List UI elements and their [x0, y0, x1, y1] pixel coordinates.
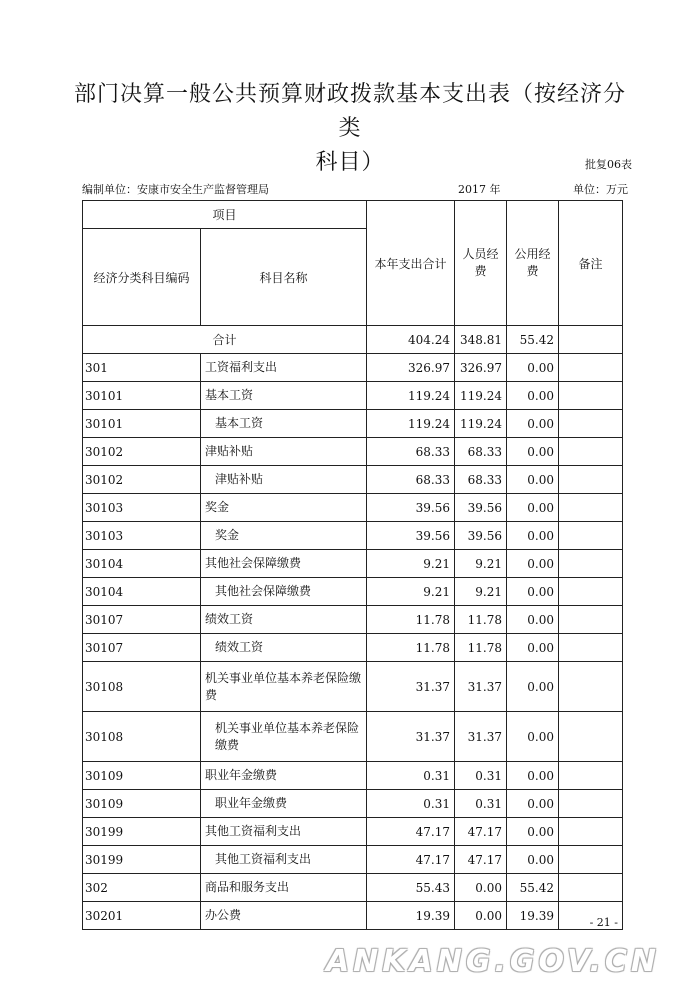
row-note: [559, 874, 623, 902]
row-personnel: 31.37: [455, 662, 507, 712]
row-code: 30103: [83, 522, 201, 550]
row-note: [559, 466, 623, 494]
row-code: 30101: [83, 410, 201, 438]
summary-row: [83, 326, 623, 354]
row-personnel: 39.56: [455, 494, 507, 522]
row-public: 19.39: [507, 902, 559, 930]
summary-note: [559, 326, 623, 354]
table-row: [83, 410, 623, 438]
row-note: [559, 762, 623, 790]
header-item: 项目: [83, 201, 367, 229]
row-total: 39.56: [367, 494, 455, 522]
row-total: 0.31: [367, 790, 455, 818]
table-row: [83, 790, 623, 818]
row-code: 30108: [83, 712, 201, 762]
row-name: 津贴补贴: [201, 438, 367, 466]
organization-label: 编制单位：安康市安全生产监督管理局: [82, 183, 269, 196]
table-row: [83, 606, 623, 634]
row-note: [559, 382, 623, 410]
row-code: 30109: [83, 790, 201, 818]
header-code: 经济分类科目编码: [83, 229, 201, 326]
row-name: 商品和服务支出: [201, 874, 367, 902]
row-name: 绩效工资: [201, 634, 367, 662]
summary-public: 55.42: [507, 326, 559, 354]
row-personnel: 11.78: [455, 634, 507, 662]
row-name: 职业年金缴费: [201, 790, 367, 818]
row-note: [559, 662, 623, 712]
page-title: [70, 78, 630, 180]
row-total: 68.33: [367, 466, 455, 494]
header-personnel: 人员经费: [455, 201, 507, 326]
table-body: [83, 201, 623, 930]
row-note: [559, 550, 623, 578]
row-note: [559, 790, 623, 818]
title-line-2: 科目）: [315, 150, 385, 175]
row-public: 0.00: [507, 410, 559, 438]
row-code: 30104: [83, 550, 201, 578]
table-row: [83, 494, 623, 522]
page-number: - 21 -: [589, 916, 618, 929]
row-personnel: 119.24: [455, 410, 507, 438]
row-name: 奖金: [201, 522, 367, 550]
row-code: 30201: [83, 902, 201, 930]
summary-personnel: 348.81: [455, 326, 507, 354]
row-code: 30109: [83, 762, 201, 790]
row-public: 0.00: [507, 522, 559, 550]
row-public: 0.00: [507, 662, 559, 712]
row-name: 基本工资: [201, 382, 367, 410]
row-total: 11.78: [367, 606, 455, 634]
table-row: [83, 634, 623, 662]
table-row: [83, 522, 623, 550]
row-public: 0.00: [507, 354, 559, 382]
row-code: 302: [83, 874, 201, 902]
row-name: 其他工资福利支出: [201, 846, 367, 874]
row-name: 津贴补贴: [201, 466, 367, 494]
table-row: [83, 846, 623, 874]
header-row-1: [83, 201, 623, 229]
row-total: 326.97: [367, 354, 455, 382]
table-row: [83, 550, 623, 578]
row-total: 119.24: [367, 382, 455, 410]
summary-label: 合计: [83, 326, 367, 354]
row-total: 68.33: [367, 438, 455, 466]
header-name: 科目名称: [201, 229, 367, 326]
table-row: [83, 354, 623, 382]
row-public: 0.00: [507, 712, 559, 762]
row-total: 55.43: [367, 874, 455, 902]
row-code: 301: [83, 354, 201, 382]
row-note: [559, 354, 623, 382]
row-name: 奖金: [201, 494, 367, 522]
title-line-1: 部门决算一般公共预算财政拨款基本支出表（按经济分类: [73, 82, 626, 141]
row-note: [559, 410, 623, 438]
row-note: [559, 846, 623, 874]
row-total: 11.78: [367, 634, 455, 662]
unit-label: 单位：万元: [573, 183, 628, 196]
row-note: [559, 818, 623, 846]
budget-table: [82, 200, 623, 930]
row-personnel: 0.00: [455, 902, 507, 930]
header-note: 备注: [559, 201, 623, 326]
row-personnel: 0.31: [455, 762, 507, 790]
row-name: 绩效工资: [201, 606, 367, 634]
table-row: [83, 818, 623, 846]
header-public: 公用经费: [507, 201, 559, 326]
table-row: [83, 578, 623, 606]
row-code: 30199: [83, 846, 201, 874]
row-name: 其他工资福利支出: [201, 818, 367, 846]
row-public: 0.00: [507, 382, 559, 410]
row-personnel: 31.37: [455, 712, 507, 762]
site-watermark: ANKANG.GOV.CN: [325, 944, 660, 979]
row-code: 30103: [83, 494, 201, 522]
row-total: 9.21: [367, 578, 455, 606]
row-public: 0.00: [507, 438, 559, 466]
row-note: [559, 606, 623, 634]
row-code: 30107: [83, 606, 201, 634]
table-row: [83, 438, 623, 466]
row-personnel: 9.21: [455, 578, 507, 606]
row-public: 0.00: [507, 634, 559, 662]
row-total: 119.24: [367, 410, 455, 438]
table-row: [83, 662, 623, 712]
row-code: 30107: [83, 634, 201, 662]
form-number: 批复06表: [585, 158, 632, 171]
row-personnel: 47.17: [455, 818, 507, 846]
row-total: 31.37: [367, 712, 455, 762]
row-public: 0.00: [507, 790, 559, 818]
table-row: [83, 466, 623, 494]
row-code: 30108: [83, 662, 201, 712]
table-row: [83, 712, 623, 762]
row-code: 30199: [83, 818, 201, 846]
row-code: 30101: [83, 382, 201, 410]
row-name: 办公费: [201, 902, 367, 930]
table-row: [83, 382, 623, 410]
row-total: 47.17: [367, 846, 455, 874]
row-name: 工资福利支出: [201, 354, 367, 382]
header-total: 本年支出合计: [367, 201, 455, 326]
row-note: [559, 494, 623, 522]
row-public: 0.00: [507, 466, 559, 494]
row-personnel: 11.78: [455, 606, 507, 634]
row-name: 其他社会保障缴费: [201, 550, 367, 578]
row-personnel: 9.21: [455, 550, 507, 578]
row-code: 30102: [83, 466, 201, 494]
row-public: 0.00: [507, 578, 559, 606]
row-public: 0.00: [507, 494, 559, 522]
year-label: 2017 年: [458, 183, 501, 196]
row-total: 39.56: [367, 522, 455, 550]
row-total: 31.37: [367, 662, 455, 712]
row-total: 47.17: [367, 818, 455, 846]
row-personnel: 0.31: [455, 790, 507, 818]
table-row: [83, 874, 623, 902]
row-note: [559, 578, 623, 606]
row-personnel: 119.24: [455, 382, 507, 410]
row-personnel: 68.33: [455, 438, 507, 466]
row-name: 机关事业单位基本养老保险缴费: [201, 712, 367, 762]
row-personnel: 68.33: [455, 466, 507, 494]
row-name: 基本工资: [201, 410, 367, 438]
row-note: [559, 634, 623, 662]
row-public: 0.00: [507, 550, 559, 578]
row-public: 0.00: [507, 818, 559, 846]
row-name: 机关事业单位基本养老保险缴费: [201, 662, 367, 712]
row-personnel: 326.97: [455, 354, 507, 382]
row-public: 0.00: [507, 606, 559, 634]
row-personnel: 0.00: [455, 874, 507, 902]
row-name: 职业年金缴费: [201, 762, 367, 790]
row-total: 9.21: [367, 550, 455, 578]
row-code: 30104: [83, 578, 201, 606]
row-note: [559, 522, 623, 550]
table-row: [83, 762, 623, 790]
row-total: 0.31: [367, 762, 455, 790]
row-personnel: 47.17: [455, 846, 507, 874]
row-code: 30102: [83, 438, 201, 466]
row-public: 55.42: [507, 874, 559, 902]
row-note: [559, 438, 623, 466]
table-row: [83, 902, 623, 930]
summary-total: 404.24: [367, 326, 455, 354]
row-total: 19.39: [367, 902, 455, 930]
row-public: 0.00: [507, 846, 559, 874]
row-name: 其他社会保障缴费: [201, 578, 367, 606]
row-public: 0.00: [507, 762, 559, 790]
row-personnel: 39.56: [455, 522, 507, 550]
row-note: [559, 712, 623, 762]
